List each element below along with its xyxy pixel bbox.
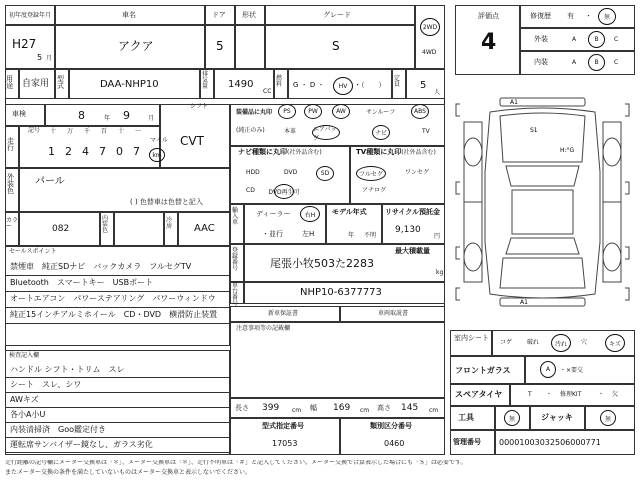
first-reg-label: 初年度登録年月 [9,12,52,19]
score-value: 4 [481,30,497,55]
seat-item-circle [551,334,571,352]
mileage-unit-label: 万 [67,128,74,135]
equipment-item: PS [283,108,291,115]
inspector-label: 検査記入欄 [9,352,40,359]
mileage-unit-label: 百 [101,128,108,135]
tv-item: ワンセグ [405,169,430,176]
rear-window [506,238,579,254]
bracket-ml2 [456,247,460,259]
reg-year: H27 [12,37,37,51]
reg-month: 5 [37,53,43,62]
interior-c: C [614,59,619,66]
spare-item: 修理KIT [560,391,582,398]
mileage-digit: 0 [116,145,123,158]
recycle-label: リサイクル預託金 [385,208,441,216]
bracket-ml [456,182,460,194]
inspection-label: 車検 [12,110,26,118]
dealer-label: ディーラー [256,210,291,218]
inspection-value-cell [45,104,160,126]
mileage-unit-label: 千 [84,128,91,135]
grade-value-cell [265,25,415,69]
color-label: 外装色 [7,173,14,195]
wheel-fl [464,138,482,166]
jack-value: 無 [604,415,611,423]
disp-value: 1490 [228,79,254,90]
hood [500,113,585,162]
door-label: ドア [212,11,226,19]
width-label: 幅 [310,404,317,412]
exterior-a: A [572,36,577,43]
type-no-label: 型式指定番号 [262,422,304,430]
seat-item: 穴 [581,339,588,346]
control-number: 00001003032506000771 [499,438,601,447]
inspector-line: 運転席サンバイザー鏡なし、ガラス劣化 [10,440,153,449]
color-code: 082 [52,224,70,234]
tv-item-circle [356,166,386,181]
equipment-item-circle [278,104,296,119]
inspector-line: シート スレ、シワ [10,380,82,389]
usage-label: 用途 [6,75,13,90]
rear-bumper [500,298,585,306]
repair-yes: 有 [567,12,574,20]
equipment-item-circle [372,125,390,140]
parallel-label: ・並行 [262,230,283,238]
tv-item: フルセグ [359,171,383,178]
int-color-label: 内装色 [102,215,109,234]
control-label: 管理番号 [453,438,481,446]
shift-label: シフト [190,103,209,110]
manual-label: 車両取説書 [378,310,409,317]
inspection-month: 9 [123,109,130,122]
mileage-unit-label: 一 [135,128,142,135]
seat-item: キズ [609,340,621,348]
repair-no: 無 [603,14,610,21]
width-value: 169 [333,403,351,413]
sales-point-line: オートエアコン パワーステアリング パワーウィンドウ [10,294,216,303]
interior-a: A [572,59,577,66]
equipment-label: 装備品に丸印 [236,109,273,116]
shape-label: 形状 [242,11,256,19]
nav-header [238,149,322,156]
equipment-sub: (純正のみ) [236,127,265,134]
inspector-rule [5,392,230,393]
equipment-item-circle [332,104,350,119]
color-note: ( ) 色替車は色替と記入 [130,198,203,206]
import-label: 輸入車 [232,207,239,226]
seat-item: 汚れ [554,340,567,348]
mark-hood: S1 [530,127,538,134]
bracket-br [625,288,629,300]
sales-points-label: セールスポイント [9,248,57,255]
drive-2wd: 2WD [422,23,438,31]
width-unit: cm [360,407,370,414]
spare-item: ・ [546,391,553,398]
name-label: 車名 [122,11,136,19]
fuel-label: 燃料 [276,75,283,88]
model-year-year: 年 [348,232,355,239]
spare-item: 欠 [612,391,619,398]
mark-front-bumper: A1 [510,99,518,106]
height-unit: cm [429,407,439,414]
equipment-item-circle [304,104,322,119]
sales-point-line: 純正15インチアルミホイール CD・DVD 横滑防止装置 [10,310,218,319]
car-diagram [450,82,635,322]
exterior-label: 外装 [534,35,548,43]
bracket-bl [456,288,460,300]
mark-rear-bumper: A1 [520,299,528,306]
repair-label: 修復歴 [530,12,551,20]
seat-item: 破れ [527,339,540,346]
seat-item: コゲ [500,339,513,346]
wheel-fr [603,138,621,166]
usage-value: 自家用 [22,79,50,89]
mileage-km: km [152,151,162,159]
chassis-value: NHP10-6377773 [300,287,382,298]
disp-label: 排気量 [202,71,209,90]
bracket-mr [625,182,629,194]
seat-label: 室内シート [454,334,489,342]
fuel-options: G ・ D ・ [293,81,325,89]
mileage-unit-label: 十 [50,128,57,135]
inspection-month-unit: 月 [148,115,155,122]
length-unit: cm [292,407,302,414]
fuel-hv-circle [333,77,353,95]
wheel-rr [603,243,621,271]
equipment-item: エアバッグ [313,125,337,142]
footer-line-2: またメーター交換の条件を満たしていないものはメーター交換車と表示しないでください。 [5,469,252,476]
equipment-item-circle [312,125,340,140]
bracket-tr [625,104,629,116]
glass-a-circle [540,361,556,378]
tools-label: 工具 [458,413,474,422]
grade-value: S [332,39,340,53]
equipment-item-circle [411,104,429,119]
drive-4wd: 4WD [422,49,437,56]
inspector-rule [5,452,230,453]
mileage-label: 走行 [7,137,14,152]
height-value: 145 [401,403,419,413]
nav-item: DVD再生可 [268,189,300,196]
tools-value: 無 [508,415,515,423]
ac-label: 冷房 [166,217,173,230]
nav-header-text: ナビ種類に丸印 [238,148,287,156]
equipment-item: PW [308,108,318,115]
trunk [500,258,585,288]
length-value: 399 [262,403,280,413]
nav-note: (社外品含む) [287,149,322,156]
roof [512,190,573,234]
mileage-digit: 7 [133,145,140,158]
glass-other: ・×要交 [560,367,584,374]
tools-no-circle [504,410,520,426]
seat-item-circle [605,334,625,352]
sales-point-rule [5,291,230,292]
shift-value: CVT [180,134,204,148]
chassis-label: 車台番号 [232,282,239,307]
inspector-rule [5,422,230,423]
max-load-unit: kg [436,269,444,276]
nav-item: HDD [246,169,260,176]
mileage-km-circle [149,148,165,162]
inspector-line: 各小A小U [10,410,46,419]
length-label: 長さ [235,404,249,412]
disp-unit: CC [263,88,272,95]
nav-item: SD [320,170,330,177]
tv-note: (社外品含む) [401,149,436,156]
mileage-memo-label: 記号 [28,127,41,134]
model-year-unknown: 不明 [364,232,377,239]
inspection-year-unit: 年 [104,115,111,122]
mileage-digit: 7 [99,145,106,158]
equipment-item: サンルーフ [366,109,396,116]
inspector-line: 内装清掃済 Goo鑑定付き [10,425,106,434]
spare-item: ・ [598,391,605,398]
inspector-rule [5,437,230,438]
class-no: 0460 [384,439,405,448]
sales-point-rule [5,275,230,276]
caution-label: 注意事項等の記載欄 [236,325,291,332]
door-value: 5 [216,39,224,53]
equipment-item: ナビ [374,130,387,137]
spare-item: T [528,391,532,398]
handle-right-circle [300,206,320,222]
int-color-value-cell [114,212,164,246]
repair-no-circle [598,8,616,25]
exterior-b: B [594,36,599,43]
sales-point-line: 禁煙車 純正SDナビ バックカメラ フルセグTV [10,262,192,271]
inspector-line: AWキズ [10,395,39,404]
inspection-year: 8 [78,109,85,122]
plate-value: 尾張小牧503た2283 [270,257,374,270]
sales-point-rule [5,323,230,324]
repair-dot: ・ [585,12,592,20]
tv-header-text: TV種類に丸印 [356,148,402,156]
class-no-label: 類別区分番号 [370,422,412,430]
mark-side: H:°G [560,147,575,154]
mileage-unit-label: 十 [118,128,125,135]
caution-box [230,322,445,398]
wheel-rl [464,243,482,271]
inspector-rule [5,407,230,408]
model-value: DAA-NHP10 [100,79,159,90]
shape-value-cell [235,25,265,69]
glass-a: A [545,366,551,373]
sales-point-rule [5,307,230,308]
nav-item: CD [246,187,255,194]
drive-2wd-circle [420,18,440,36]
mileage-digit: 4 [82,145,89,158]
reg-month-unit: 月 [46,55,53,62]
recycle-value: 9,130 [395,225,421,235]
height-label: 高さ [377,404,391,412]
interior-b-circle [588,54,605,71]
equipment-item: ABS [414,108,426,115]
mileage-digit: 1 [48,145,55,158]
car-name: アクア [118,39,154,53]
equipment-item: TV [422,128,430,135]
drive-cell [415,5,445,69]
jack-label: ジャッキ [541,413,573,422]
glass-label: フロントガラス [455,366,511,375]
equipment-item: 本革 [284,128,297,135]
recycle-unit: 円 [434,233,441,240]
color-code-label: カラー [6,217,19,230]
footer-line-1: 走行距離の記号欄にメーター交換車は「＊」、メーター交換車は「＊」、走行不明車は「＃」と記入してください。メーター交換で合算表示した場合にも「＄」は必要です。 [5,460,467,466]
windshield [506,166,579,186]
mileage-mile: マイル [150,137,168,144]
nav-item: DVD [284,169,298,176]
interior-label: 内装 [534,58,548,66]
color-value: パール [35,176,65,187]
tv-item: アナログ [362,187,387,194]
equipment-item: AW [336,108,346,115]
model-year-label: モデル年式 [332,208,367,216]
bracket-tl [456,104,460,116]
cap-label: 定員 [394,75,401,88]
handle-right: 右H [304,211,316,219]
nav-item-circle [268,184,300,199]
model-label: 型式 [57,75,64,90]
fuel-other: ・（ ） [354,81,386,89]
interior-b: B [594,59,599,66]
jack-no-circle [600,410,616,426]
cap-unit: 人 [434,89,441,96]
max-load-label: 最大積載量 [395,247,430,255]
fuel-hv: HV [338,82,348,90]
mileage-digit: 2 [65,145,72,158]
sales-point-line: Bluetooth スマートキー USBポート [10,278,154,287]
grade-label: グレード [323,11,351,19]
tv-header [356,149,436,156]
inspector-line: ハンドル シフト・トリム スレ [10,365,125,374]
plate-label: 登録番号 [232,247,239,272]
nav-item-circle [316,166,334,181]
type-no: 17053 [272,439,298,448]
new-car-warranty: 新車保証書 [268,310,299,317]
cap-value: 5 [420,80,427,91]
inspector-rule [5,377,230,378]
score-label: 評価点 [478,12,499,20]
ac-value: AAC [194,223,215,234]
exterior-b-circle [588,31,605,48]
spare-label: スペアタイヤ [455,390,503,399]
handle-left: 左H [302,230,315,238]
bracket-mr2 [625,247,629,259]
exterior-c: C [614,36,619,43]
